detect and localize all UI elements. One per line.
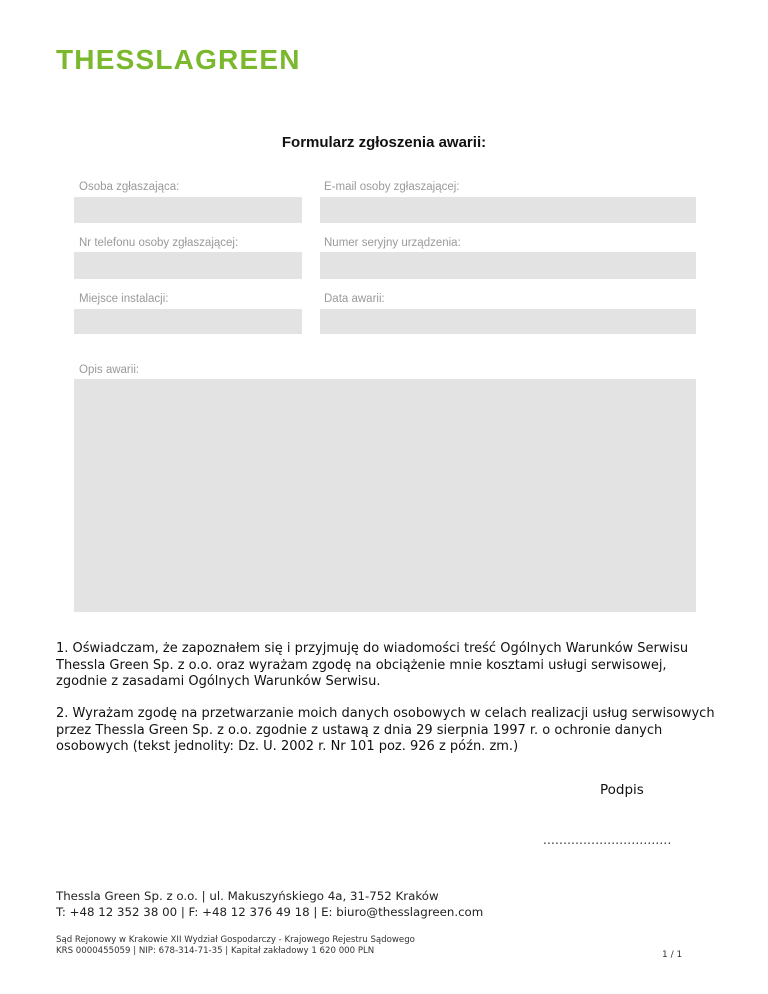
description-label: Opis awarii:	[79, 364, 140, 376]
location-input[interactable]	[74, 309, 302, 334]
declaration-1: 1. Oświadczam, że zapoznałem się i przyjmuję do wiadomości treść Ogólnych Warunków Serwisu Thessla Green Sp. z o.o. oraz wyrażam zgodę na obciążenie mnie kosztami usługi serwisowej, zgodnie z zasadami Ogólnych Warunków Serwisu.	[56, 641, 689, 689]
signature-label: Podpis	[600, 782, 644, 798]
serial-input[interactable]	[320, 252, 696, 279]
date-input[interactable]	[320, 309, 696, 334]
footer-contact: T: +48 12 352 38 00 | F: +48 12 376 49 18 | E: biuro@thesslagreen.com	[56, 905, 484, 919]
footer-address: Thessla Green Sp. z o.o. | ul. Makuszyńskiego 4a, 31-752 Kraków	[56, 889, 439, 903]
serial-label: Numer seryjny urządzenia:	[324, 237, 461, 249]
location-label: Miejsce instalacji:	[79, 293, 169, 305]
email-label: E-mail osoby zgłaszającej:	[324, 181, 460, 193]
description-textarea[interactable]	[74, 379, 696, 612]
phone-input[interactable]	[74, 252, 302, 279]
form-title: Formularz zgłoszenia awarii:	[281, 134, 487, 151]
phone-label: Nr telefonu osoby zgłaszającej:	[79, 237, 239, 249]
signature-line: ................................	[543, 833, 672, 847]
date-label: Data awarii:	[324, 293, 385, 305]
email-input[interactable]	[320, 197, 696, 223]
footer-court: Sąd Rejonowy w Krakowie XII Wydział Gospodarczy - Krajowego Rejestru Sądowego	[56, 935, 415, 945]
company-logo: THESSLAGREEN	[56, 44, 301, 75]
reporter-input[interactable]	[74, 197, 302, 223]
footer-registry: KRS 0000455059 | NIP: 678-314-71-35 | Kapitał zakładowy 1 620 000 PLN	[56, 946, 375, 956]
declaration-2: 2. Wyrażam zgodę na przetwarzanie moich danych osobowych w celach realizacji usług serwisowych przez Thessla Green Sp. z o.o. zgodnie z ustawą z dnia 29 sierpnia 1997 r. o ochronie danych osobowych (tekst jednolity: Dz. U. 2002 r. Nr 101 poz. 926 z późn. zm.)	[56, 706, 715, 754]
page-number: 1 / 1	[662, 950, 683, 960]
reporter-label: Osoba zgłaszająca:	[79, 181, 180, 193]
